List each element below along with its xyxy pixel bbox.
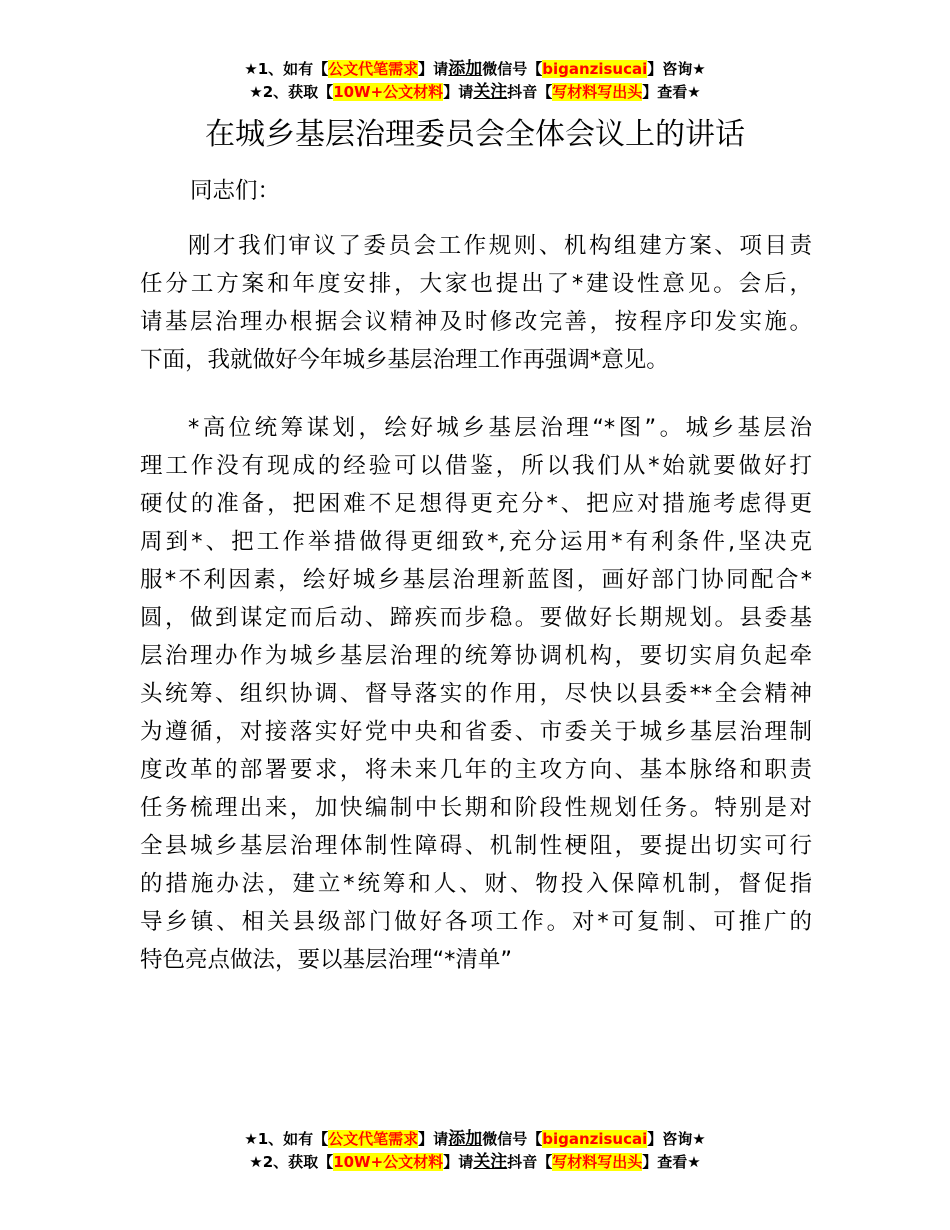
text-line: 服*不利因素，绘好城乡基层治理新蓝图，画好部门协同配合*	[140, 567, 812, 593]
text-line: 特色亮点做法，要以基层治理“*清单”	[140, 947, 513, 973]
bottom-banner	[0, 1128, 950, 1174]
text-line: 硬仗的准备，把困难不足想得更充分*、把应对措施考虑得更	[140, 491, 812, 517]
text-line: 头统筹、组织协调、督导落实的作用，尽快以县委**全会精神	[140, 681, 812, 707]
banner-text: 】查看★	[642, 1153, 701, 1171]
highlight-douyin-id: 写材料写出头	[552, 83, 643, 101]
text-line: 全县城乡基层治理体制性障碍、机制性梗阻，要提出切实可行	[140, 833, 812, 859]
text-line: 圆，做到谋定而后动、蹄疾而步稳。要做好长期规划。县委基	[140, 605, 812, 631]
banner-text: 】请	[418, 1130, 449, 1148]
document-title: 在城乡基层治理委员会全体会议上的讲话	[205, 117, 745, 152]
banner-text: 】咨询★	[647, 1130, 706, 1148]
banner-text: 微信号【	[482, 1130, 543, 1148]
banner-line-1	[0, 1128, 950, 1151]
banner-text: 1、如有【	[257, 1130, 329, 1148]
text-line: 刚才我们审议了委员会工作规则、机构组建方案、项目责	[188, 233, 812, 259]
text-line: 请基层治理办根据会议精神及时修改完善，按程序印发实施。	[140, 309, 812, 335]
banner-text: 2、获取【	[262, 1153, 334, 1171]
highlight-service: 公文代笔需求	[328, 60, 419, 78]
banner-text: 】请	[443, 1153, 474, 1171]
text-line: 任务梳理出来，加快编制中长期和阶段性规划任务。特别是对	[140, 795, 812, 821]
text-line: 理工作没有现成的经验可以借鉴，所以我们从*始就要做好打	[140, 453, 812, 479]
salutation: 同志们：	[190, 178, 281, 204]
highlight-wechat-id: biganzisucai	[542, 60, 648, 78]
banner-text: 】咨询★	[647, 60, 706, 78]
text-line: 为遵循，对接落实好党中央和省委、市委关于城乡基层治理制	[140, 719, 812, 745]
highlight-materials: 10W+公文材料	[333, 1153, 444, 1171]
text-line: 层治理办作为城乡基层治理的统筹协调机构，要切实肩负起牵	[140, 643, 812, 669]
text-line: 任分工方案和年度安排，大家也提出了*建设性意见。会后，	[140, 271, 812, 297]
star-icon: ★	[244, 60, 258, 78]
banner-line-2	[0, 81, 950, 104]
banner-text: 】查看★	[642, 83, 701, 101]
text-line: *高位统筹谋划，绘好城乡基层治理“*图”。城乡基层治	[188, 415, 812, 441]
highlight-wechat-id: biganzisucai	[542, 1130, 648, 1148]
banner-text: 】请	[418, 60, 449, 78]
text-line: 下面，我就做好今年城乡基层治理工作再强调*意见。	[140, 347, 669, 373]
banner-text: 1、如有【	[257, 60, 329, 78]
text-line: 的措施办法，建立*统筹和人、财、物投入保障机制，督促指	[140, 871, 812, 897]
banner-text: 微信号【	[482, 60, 543, 78]
banner-text: 抖音【	[507, 83, 553, 101]
highlight-douyin-id: 写材料写出头	[552, 1153, 643, 1171]
paragraph-1	[140, 227, 812, 379]
banner-text: 抖音【	[507, 1153, 553, 1171]
banner-text: 2、获取【	[262, 83, 334, 101]
star-icon: ★	[249, 83, 263, 101]
highlight-service: 公文代笔需求	[328, 1130, 419, 1148]
emphasis-add: 添加	[448, 59, 483, 79]
text-line: 度改革的部署要求，将未来几年的主攻方向、基本脉络和职责	[140, 757, 812, 783]
text-line: 导乡镇、相关县级部门做好各项工作。对*可复制、可推广的	[140, 909, 812, 935]
banner-text: 】请	[443, 83, 474, 101]
highlight-materials: 10W+公文材料	[333, 83, 444, 101]
star-icon: ★	[249, 1153, 263, 1171]
banner-line-2	[0, 1151, 950, 1174]
star-icon: ★	[244, 1130, 258, 1148]
text-line: 周到*、把工作举措做得更细致*,充分运用*有利条件,坚决克	[140, 529, 812, 555]
emphasis-follow: 关注	[473, 1152, 508, 1172]
paragraph-2	[140, 409, 812, 979]
banner-line-1	[0, 58, 950, 81]
emphasis-add: 添加	[448, 1129, 483, 1149]
emphasis-follow: 关注	[473, 82, 508, 102]
top-banner	[0, 58, 950, 104]
